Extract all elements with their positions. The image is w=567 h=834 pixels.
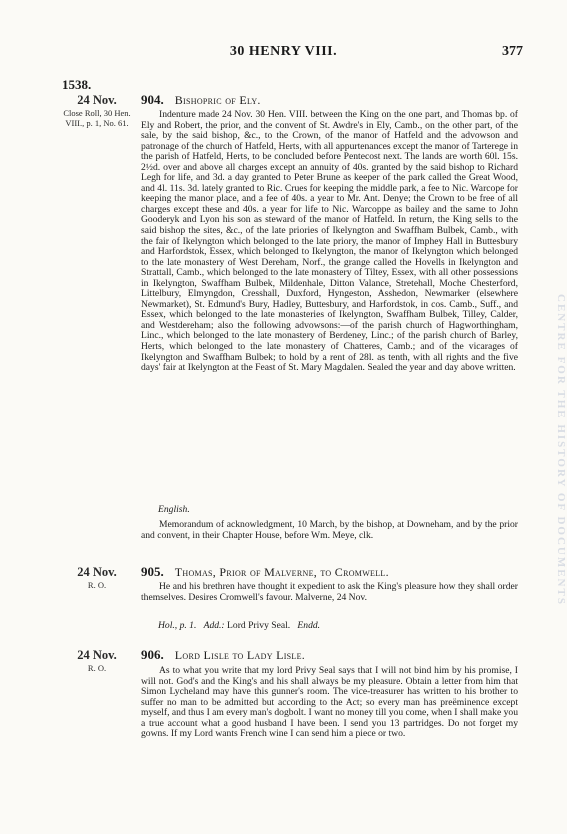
running-head — [0, 44, 567, 62]
entry-date: 24 Nov. — [77, 565, 117, 579]
entry-body-905: He and his brethren have thought it expedient to ask the King's pleasure how they shall order themselves. Desires Cromwell's favour. Malverne, 24 Nov. — [141, 581, 518, 603]
margin-note-906 — [58, 648, 136, 673]
entry-heading-905 — [141, 565, 389, 579]
entry-body-904: Indenture made 24 Nov. 30 Hen. VIII. between the King on the one part, and Thomas bp. of Ely and Robert, the prior, and the convent of St. Awdre's in Ely, Camb., on the other part, of the sale, by the said bishop, &c., to the Crown, of the manor of Hatfeld and the advowson and patronage of the church of Hatfeld, Herts, with all appurtenances except the manor of Tarterege in the parish of Hatfeld, Herts, to be concluded before Pentecost next. The lands are worth 60l. 15s. 2½d. over and above all charges except an annuity of 40s. granted by the said bishop to Richard Legh for life, and 3d. a day granted to Peter Brune as keeper of the park called the Great Wood, and 4l. 11s. 3d. lately granted to Ric. Crues for keeping the middle park, a fee to Nic. Warcope for keeping the manor place, and a fee of 40s. a year to Mr. Ant. Denye; the Crown to be free of all charges except these and 40s. a year for life to Nic. Warcoppe as bailey and the same to John Gooderyk and Lyon his son as steward of the manor of Hatfeld. In return, the King sells to the said bishop the sites, &c., of the late priories of Ikelyngton and Swaffham Bulbek, Camb., with the fair of Ikelyngton which belonged to the late priory, the manor of Imphey Hall in Buttesbury and Harfordstok, Essex, which belonged to Ikelyngton, the manor of Ikelyngton which belonged to the late monastery of West Dereham, Norf., the grange called the Hovells in Ikelyngton and Strattall, Camb., which belonged to the late monastery of Tiltey, Essex, with all other possessions in Ikelyngton, Swaffham Bulbek, Mildenhale, Ditton Valance, Stretehall, Moche Chesterford, Littelbury, Elmyngdon, Cresshall, Duxford, Hyngeston, Asshedon, Newmarker (elsewhere Newmarket), St. Edmund's Bury, Hadley, Buttesbury, and Harfordstok, in cos. Camb., Suff., and Essex, which belonged to the late monasteries of Ikelyngton, Swaffham Bulbek, Tilley, Calder, and Westdereham; also the following advowsons:—of the parish church of Hagworthingham, Linc., which belonged to the late monastery of Berdeney, Linc.; of the parish church of Barley, Herts, which belonged to the late monastery of Chatteres, Camb.; and of the vicarages of Ikelyngton and Swaffham Bulbek; to hold by a rent of 28l. as tenth, with all rights and the five days' fair at Ikelyngton at the Feast of St. Mary Magdalen. Sealed the year and day above written. — [141, 109, 518, 374]
entry-number: 905. — [141, 564, 164, 579]
language-note: English. — [158, 504, 190, 515]
running-head-title: 30 HENRY VIII. — [229, 44, 338, 59]
entry-title: Lord Lisle to Lady Lisle. — [174, 648, 306, 662]
margin-note-904 — [58, 93, 136, 128]
year-heading: 1538. — [62, 77, 92, 92]
memorandum: Memorandum of acknowledgment, 10 March, by the bishop, at Downeham, and by the prior and convent, in their Chapter House, before Wm. Meye, clk. — [141, 519, 518, 541]
entry-title: Thomas, Prior of Malverne, to Cromwell. — [174, 565, 389, 579]
entry-date: 24 Nov. — [77, 93, 117, 107]
source-reference: R. O. — [87, 580, 107, 590]
entry-date: 24 Nov. — [77, 648, 117, 662]
entry-number: 904. — [141, 92, 164, 107]
entry-number: 906. — [141, 647, 164, 662]
endorsed-note: Endd. — [297, 620, 321, 631]
entry-body-906: As to what you write that my lord Privy Seal says that I will not bind him by his promise, I will not. God's and the King's and his shall always be my pleasure. Obtain a letter from him that Simon Lycheland may have this gunner's room. The vice-treasurer has written to his brother to suffer no man to be admitted but according to the Act; so every man has preëminence except myself, and thus I am every man's dogbolt. I want no money till you come, when I shall make you a true account what a good husband I have been. I send you 13 partridges. Do not forget my gowns. If my Lord wants French wine I can send him a piece or two. — [141, 665, 518, 740]
document-description — [158, 620, 320, 631]
source-reference: Close Roll, 30 Hen. VIII., p. 1, No. 61. — [63, 108, 131, 128]
entry-title: Bishopric of Ely. — [174, 93, 261, 107]
address-value: Lord Privy Seal. — [227, 620, 291, 631]
holograph-note: Hol., p. 1. — [158, 620, 197, 631]
entry-heading-904 — [141, 93, 261, 107]
address-label: Add.: — [203, 620, 225, 631]
margin-note-905 — [58, 565, 136, 590]
watermark: CENTRE FOR THE HISTORY OF DOCUMENTS — [555, 294, 567, 606]
page-number: 377 — [502, 44, 523, 59]
entry-heading-906 — [141, 648, 305, 662]
source-reference: R. O. — [87, 663, 107, 673]
